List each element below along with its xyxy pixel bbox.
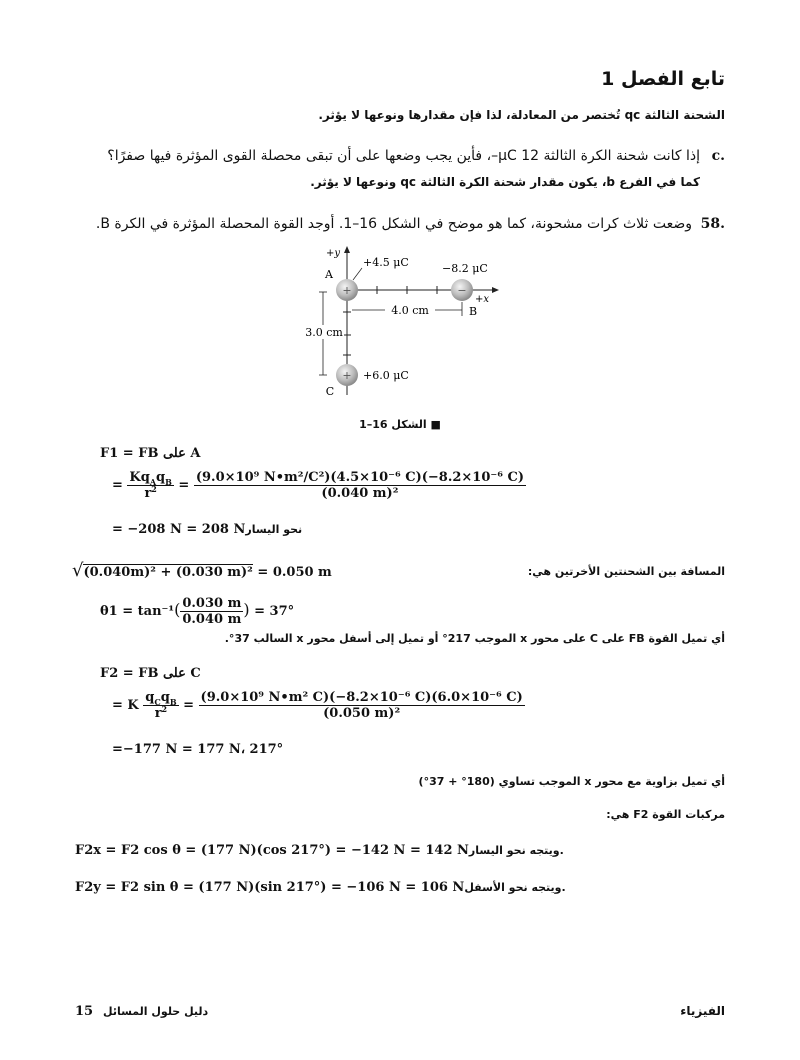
charge-a-value: +4.5 μC [363, 256, 409, 269]
part-c-answer: كما في الفرع b، يكون مقدار شحنة الكرة الثالثة qc ونوعها لا يؤثر. [310, 175, 700, 189]
figure-caption: ■ الشكل 16–1 [359, 418, 441, 431]
charge-a-sign: + [342, 284, 352, 297]
eq-f1-result-note: نحو اليسار [245, 523, 303, 536]
charge-c-sign: + [342, 369, 352, 382]
eq-f2-result: =−177 N = 177 N، 217° [112, 742, 284, 757]
problem-number: 58. [700, 216, 725, 232]
part-c-question: إذا كانت شحنة الكرة الثالثة 12 μC–، فأين يجب وضعها على أن تبقى محصلة القوى المؤثرة فيها صفرًا؟ [107, 148, 700, 164]
eq-f1-lhs: F1 = FB على A [100, 446, 201, 461]
eq-f2-denominator: (0.050 m)² [323, 706, 401, 721]
eq-f2-expr: = K $\frac{q_Cq_B}{r^2}$ = $\frac{\text{(9.0×10⁹ N•m² C)(−8.2×10⁻⁶ C)(6.0×10⁻⁶ C)}}{\text{(0.050 m)²}}$ [112, 690, 523, 721]
eq-f2-numerator: (9.0×10⁹ N•m² C)(−8.2×10⁻⁶ C)(6.0×10⁻⁶ C) [200, 690, 523, 705]
distance-result: = 0.050 m [257, 565, 332, 580]
y-axis-arrow-icon [344, 246, 350, 253]
charges-figure [290, 240, 530, 420]
angle-note-2: أي تميل بزاوية مع محور x الموجب تساوي (180° + 37°) [418, 775, 725, 788]
f2y-equation: F2y = F2 sin θ = (177 N)(sin 217°) = −106 N = 106 Nويتجه نحو الأسفل. [75, 880, 566, 895]
charge-b-sign: − [457, 284, 467, 297]
problem-text: وضعت ثلاث كرات مشحونة، كما هو موضح في الشكل 16–1. أوجد القوة المحصلة المؤثرة في الكرة B. [95, 216, 692, 232]
eq-f1-numerator: (9.0×10⁹ N•m²/C²)(4.5×10⁻⁶ C)(−8.2×10⁻⁶ C) [195, 470, 524, 485]
f2x-equation: F2x = F2 cos θ = (177 N)(cos 217°) = −142 N = 142 Nويتجه نحو اليسار. [75, 843, 564, 858]
eq-f1-denominator: (0.040 m)² [321, 486, 399, 501]
eq-f1-result: = −208 N = 208 Nنحو اليسار [112, 522, 303, 537]
charge-c-label: C [325, 385, 335, 398]
eq-f2-lhs: F2 = FB على C [100, 666, 201, 681]
charge-b-value: −8.2 μC [442, 262, 488, 275]
dist-ab-label: 4.0 cm [391, 304, 429, 317]
x-axis-arrow-icon [492, 287, 499, 293]
charge-c-value: +6.0 μC [363, 369, 409, 382]
chapter-heading: تابع الفصل 1 [601, 68, 725, 90]
distance-label: المسافة بين الشحنتين الأخرتين هي: [527, 565, 725, 578]
intro-line: الشحنة الثالثة qc تُختصر من المعادلة، لذا فإن مقدارها ونوعها لا يؤثر. [318, 108, 725, 122]
theta-expr: θ1 = tan⁻¹( $\frac{0.030 m}{0.040 m}$ ) = 37° [100, 596, 295, 627]
components-label: مركبات القوة F2 هي: [606, 808, 725, 821]
f2y-note: ويتجه نحو الأسفل. [464, 881, 566, 894]
dist-ac-label: 3.0 cm [305, 326, 343, 339]
footer-guide: دليل حلول المسائل [103, 1005, 209, 1018]
angle-note: أي تميل القوة FB على C على محور x الموجب 217° أو تميل إلى أسفل محور x السالب 37°. [224, 632, 725, 645]
charge-b-label: B [468, 305, 478, 318]
footer-page-number: 15 [75, 1004, 94, 1019]
distance-radicand: (0.040m)² + (0.030 m)² [83, 565, 253, 580]
footer-subject: الفيزياء [680, 1004, 725, 1018]
charge-a-label: A [325, 268, 333, 281]
eq-f1-expr: = $\frac{Kq_Aq_B}{r^2}$ = $\frac{\text{(9.0×10⁹ N•m²/C²)(4.5×10⁻⁶ C)(−8.2×10⁻⁶ C)}}{\text{(0.040 m)²}}$ [112, 470, 524, 501]
x-axis-label: +x [474, 294, 490, 305]
distance-expr: √(0.040m)² + (0.030 m)² = 0.050 m [72, 560, 332, 581]
f2x-note: ويتجه نحو اليسار. [468, 844, 564, 857]
y-axis-label: +y [325, 248, 341, 259]
part-c-label: c. [711, 148, 725, 164]
